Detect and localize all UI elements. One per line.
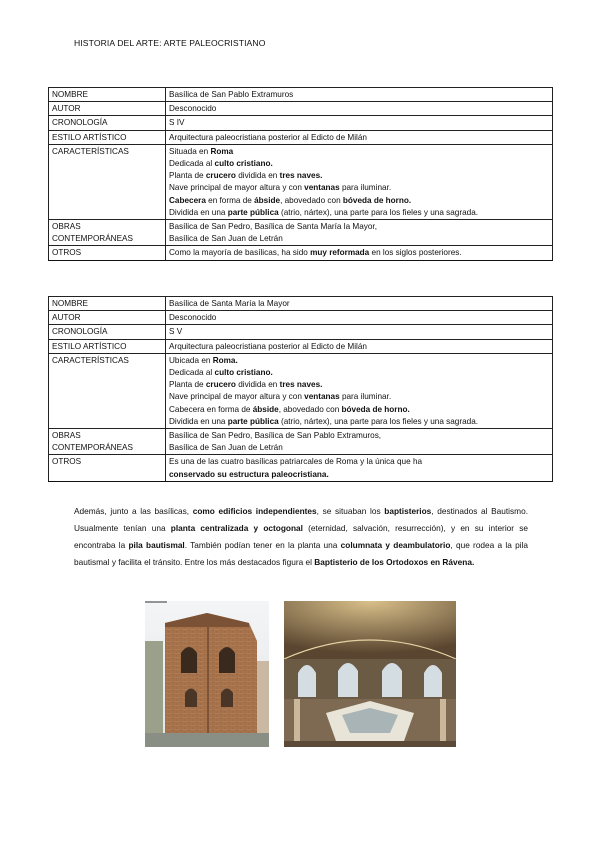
table-row xyxy=(49,339,553,353)
table-row xyxy=(49,297,553,311)
table-row xyxy=(49,455,553,481)
table-row xyxy=(49,353,553,428)
value-nombre: Basílica de Santa María la Mayor xyxy=(166,297,553,311)
label-obras: OBRAS CONTEMPORÁNEAS xyxy=(49,220,166,246)
value-autor: Desconocido xyxy=(166,102,553,116)
table-row xyxy=(49,429,553,455)
table-row xyxy=(49,325,553,339)
value-obras: Basílica de San Pedro, Basílica de San Pablo Extramuros, Basílica de San Juan de Letrán xyxy=(166,429,553,455)
table-row xyxy=(49,116,553,130)
label-nombre: NOMBRE xyxy=(49,88,166,102)
label-otros: OTROS xyxy=(49,246,166,260)
value-nombre: Basílica de San Pablo Extramuros xyxy=(166,88,553,102)
table-row xyxy=(49,130,553,144)
value-estilo: Arquitectura paleocristiana posterior al Edicto de Milán xyxy=(166,339,553,353)
value-cronologia: S IV xyxy=(166,116,553,130)
label-cronologia: CRONOLOGÍA xyxy=(49,325,166,339)
label-caracteristicas: CARACTERÍSTICAS xyxy=(49,353,166,428)
table-row xyxy=(49,246,553,260)
table-row xyxy=(49,102,553,116)
page-header: HISTORIA DEL ARTE: ARTE PALEOCRISTIANO xyxy=(74,38,266,48)
label-otros: OTROS xyxy=(49,455,166,481)
table-row xyxy=(49,220,553,246)
label-estilo: ESTILO ARTÍSTICO xyxy=(49,130,166,144)
label-caracteristicas: CARACTERÍSTICAS xyxy=(49,144,166,219)
table-row xyxy=(49,88,553,102)
baptistery-interior-photo xyxy=(284,601,456,747)
label-obras: OBRAS CONTEMPORÁNEAS xyxy=(49,429,166,455)
label-autor: AUTOR xyxy=(49,311,166,325)
value-obras: Basílica de San Pedro, Basílica de Santa María la Mayor, Basílica de San Juan de Letrán xyxy=(166,220,553,246)
label-autor: AUTOR xyxy=(49,102,166,116)
value-caracteristicas: Situada en Roma Dedicada al culto cristiano. Planta de crucero dividida en tres naves. Nave principal de mayor altura y con ventanas para iluminar. Cabecera en forma de ábside, abovedado con bóveda de horno. Dividida en una parte pública (atrio, nártex), una parte para los fieles y una sagrada. xyxy=(166,144,553,219)
label-nombre: NOMBRE xyxy=(49,297,166,311)
value-otros: Es una de las cuatro basílicas patriarcales de Roma y la única que ha conservado su estructura paleocristiana. xyxy=(166,455,553,481)
table-row xyxy=(49,311,553,325)
value-caracteristicas: Ubicada en Roma. Dedicada al culto cristiano. Planta de crucero dividida en tres naves. Nave principal de mayor altura y con ventanas para iluminar. Cabecera en forma de ábside, abovedado con bóveda de horno. Dividida en una parte pública (atrio, nártex), una parte para los fieles y una sagrada. xyxy=(166,353,553,428)
label-cronologia: CRONOLOGÍA xyxy=(49,116,166,130)
value-estilo: Arquitectura paleocristiana posterior al Edicto de Milán xyxy=(166,130,553,144)
basilica-table-san-pablo xyxy=(48,87,553,261)
value-autor: Desconocido xyxy=(166,311,553,325)
label-estilo: ESTILO ARTÍSTICO xyxy=(49,339,166,353)
value-otros: Como la mayoría de basílicas, ha sido muy reformada en los siglos posteriores. xyxy=(166,246,553,260)
basilica-table-santa-maria xyxy=(48,296,553,482)
baptistery-paragraph: Además, junto a las basílicas, como edificios independientes, se situaban los baptisterios, destinados al Bautismo. Usualmente tenían una planta centralizada y octogonal (eternidad, salvación, resurrección), y en su interior se encontraba la pila bautismal. También podían tener en la planta una columnata y deambulatorio, que rodea a la pila bautismal y facilita el tránsito. Entre los más destacados figura el Baptisterio de los Ortodoxos en Rávena. xyxy=(74,506,528,567)
table-row xyxy=(49,144,553,219)
value-cronologia: S V xyxy=(166,325,553,339)
baptistery-exterior-photo xyxy=(145,601,269,747)
